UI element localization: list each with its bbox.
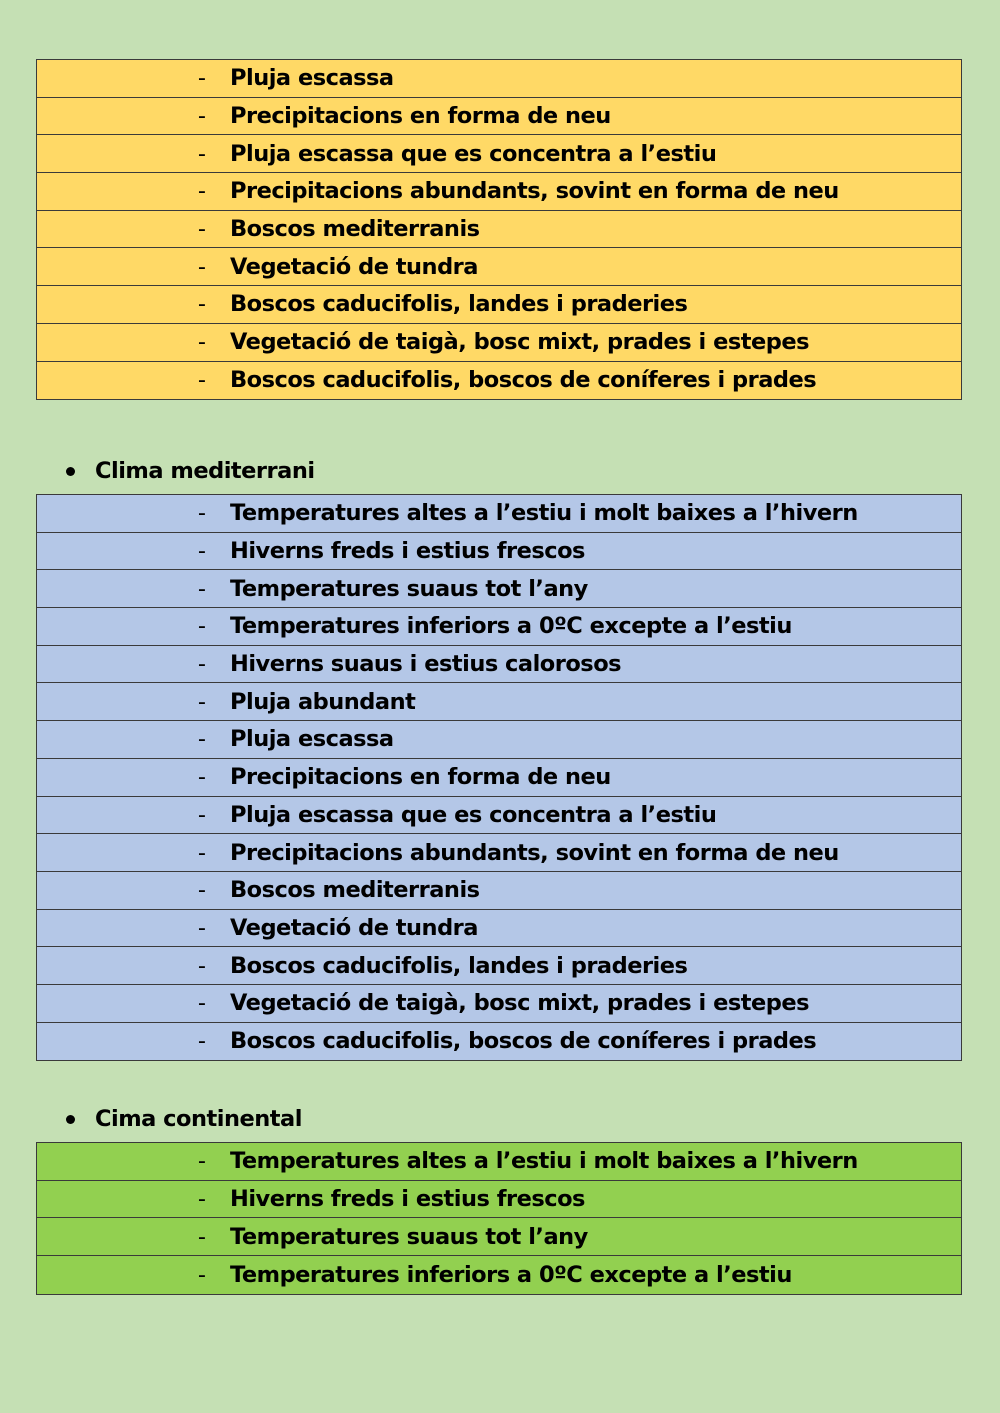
table-row[interactable] (37, 1218, 961, 1256)
row-text: Precipitacions en forma de neu (230, 764, 611, 791)
dash-marker: - (197, 367, 206, 394)
dash-marker: - (197, 253, 206, 280)
table-row[interactable] (37, 98, 961, 136)
dash-marker: - (197, 726, 206, 753)
row-text: Hiverns freds i estius frescos (230, 538, 585, 565)
row-text: Precipitacions abundants, sovint en forma de neu (230, 839, 839, 866)
dash-marker: - (197, 1028, 206, 1055)
table-row[interactable] (37, 759, 961, 797)
row-text: Temperatures suaus tot l’any (230, 575, 588, 602)
dash-marker: - (197, 140, 206, 167)
dash-marker: - (197, 613, 206, 640)
row-text: Hiverns suaus i estius calorosos (230, 651, 622, 678)
row-text: Boscos caducifolis, boscos de coníferes i prades (230, 367, 817, 394)
row-text: Temperatures suaus tot l’any (230, 1223, 588, 1250)
table-row[interactable] (37, 60, 961, 98)
table-row[interactable] (37, 362, 961, 400)
dash-marker: - (197, 839, 206, 866)
section-title: Cima continental (95, 1106, 302, 1132)
row-text: Boscos caducifolis, boscos de coníferes i prades (230, 1028, 817, 1055)
climate-options-table-continental (36, 1142, 962, 1295)
table-row[interactable] (37, 286, 961, 324)
dash-marker: - (197, 575, 206, 602)
dash-marker: - (197, 688, 206, 715)
row-text: Pluja escassa (230, 65, 394, 92)
row-text: Pluja escassa que es concentra a l’estiu (230, 140, 717, 167)
table-row[interactable] (37, 608, 961, 646)
table-row[interactable] (37, 324, 961, 362)
table-row[interactable] (37, 646, 961, 684)
table-row[interactable] (37, 1023, 961, 1061)
dash-marker: - (197, 216, 206, 243)
row-text: Pluja abundant (230, 688, 416, 715)
row-text: Pluja escassa (230, 726, 394, 753)
row-text: Precipitacions en forma de neu (230, 103, 611, 130)
table-row[interactable] (37, 495, 961, 533)
table-row[interactable] (37, 910, 961, 948)
row-text: Hiverns freds i estius frescos (230, 1186, 585, 1213)
row-text: Temperatures altes a l’estiu i molt baixes a l’hivern (230, 1148, 858, 1175)
table-row[interactable] (37, 248, 961, 286)
table-row[interactable] (37, 1256, 961, 1294)
row-text: Vegetació de tundra (230, 253, 478, 280)
dash-marker: - (197, 1223, 206, 1250)
bullet-icon (66, 467, 75, 476)
dash-marker: - (197, 914, 206, 941)
dash-marker: - (197, 329, 206, 356)
row-text: Boscos caducifolis, landes i praderies (230, 952, 688, 979)
dash-marker: - (197, 65, 206, 92)
dash-marker: - (197, 801, 206, 828)
row-text: Precipitacions abundants, sovint en forma de neu (230, 178, 839, 205)
table-row[interactable] (37, 721, 961, 759)
row-text: Temperatures inferiors a 0ºC excepte a l’estiu (230, 1261, 792, 1288)
section-heading-continental (66, 1106, 302, 1132)
dash-marker: - (197, 764, 206, 791)
dash-marker: - (197, 500, 206, 527)
table-row[interactable] (37, 533, 961, 571)
table-row[interactable] (37, 872, 961, 910)
dash-marker: - (197, 952, 206, 979)
row-text: Pluja escassa que es concentra a l’estiu (230, 801, 717, 828)
dash-marker: - (197, 1261, 206, 1288)
climate-options-table-mediterrani (36, 494, 962, 1061)
dash-marker: - (197, 291, 206, 318)
dash-marker: - (197, 651, 206, 678)
dash-marker: - (197, 103, 206, 130)
table-row[interactable] (37, 947, 961, 985)
table-row[interactable] (37, 570, 961, 608)
row-text: Vegetació de taigà, bosc mixt, prades i estepes (230, 329, 809, 356)
dash-marker: - (197, 538, 206, 565)
table-row[interactable] (37, 173, 961, 211)
section-heading-mediterrani (66, 458, 315, 484)
row-text: Temperatures altes a l’estiu i molt baixes a l’hivern (230, 500, 858, 527)
table-row[interactable] (37, 985, 961, 1023)
row-text: Boscos mediterranis (230, 216, 480, 243)
climate-options-table-1 (36, 59, 962, 400)
dash-marker: - (197, 1148, 206, 1175)
dash-marker: - (197, 1186, 206, 1213)
table-row[interactable] (37, 1181, 961, 1219)
table-row[interactable] (37, 1143, 961, 1181)
row-text: Boscos mediterranis (230, 877, 480, 904)
table-row[interactable] (37, 683, 961, 721)
dash-marker: - (197, 990, 206, 1017)
row-text: Vegetació de tundra (230, 914, 478, 941)
table-row[interactable] (37, 834, 961, 872)
table-row[interactable] (37, 797, 961, 835)
dash-marker: - (197, 877, 206, 904)
table-row[interactable] (37, 135, 961, 173)
section-title: Clima mediterrani (95, 458, 315, 484)
row-text: Temperatures inferiors a 0ºC excepte a l’estiu (230, 613, 792, 640)
dash-marker: - (197, 178, 206, 205)
bullet-icon (66, 1115, 75, 1124)
row-text: Boscos caducifolis, landes i praderies (230, 291, 688, 318)
table-row[interactable] (37, 211, 961, 249)
row-text: Vegetació de taigà, bosc mixt, prades i estepes (230, 990, 809, 1017)
